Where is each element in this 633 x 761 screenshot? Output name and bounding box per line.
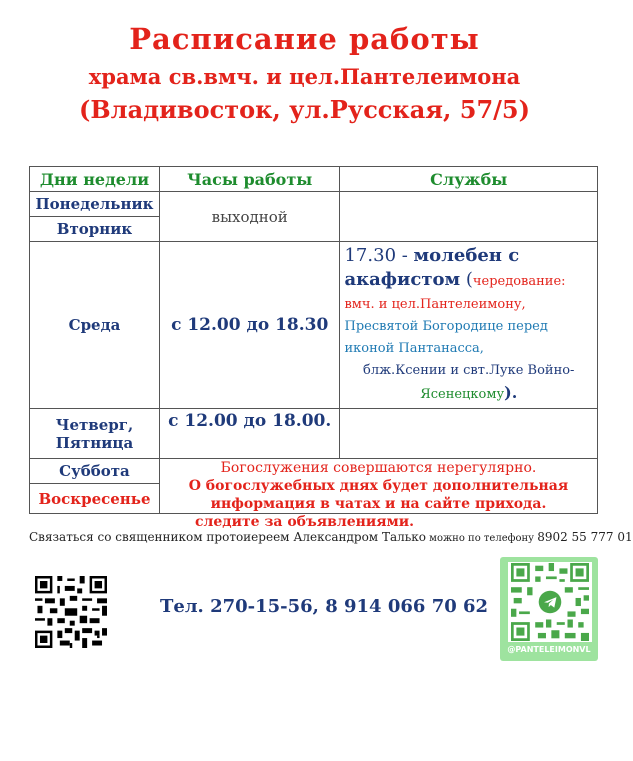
contact-small: можно по телефону (425, 533, 538, 544)
rotation-label: чередование: (472, 274, 566, 289)
qr-code-icon[interactable] (35, 576, 107, 648)
rotation-line-3: иконой Пантанасса, (344, 341, 484, 356)
telegram-handle[interactable]: @PANTELEIMONVL (507, 645, 591, 654)
paren-close: ). (504, 383, 518, 402)
header-services: Службы (340, 167, 598, 192)
page-address: (Владивосток, ул.Русская, 57/5) (79, 95, 530, 124)
service-name-1: молебен с (413, 245, 520, 266)
day-friday: Пятница (55, 433, 134, 452)
services-wednesday (340, 242, 598, 409)
table-row (30, 459, 598, 484)
service-name-2: акафистом (344, 269, 461, 290)
table-header-row (30, 167, 598, 192)
day-thursday: Четверг, (55, 415, 134, 434)
services-empty-2 (340, 409, 598, 459)
telegram-icon (539, 591, 562, 614)
hours-thu-fri: с 12.00 до 18.00. (159, 409, 340, 459)
table-row (30, 192, 598, 217)
phone-numbers: Тел. 270-15-56, 8 914 066 70 62 (160, 596, 489, 617)
rotation-line-5: Ясенецкому (420, 387, 505, 402)
rotation-line-2: Пресвятой Богородице перед (344, 319, 548, 334)
weekend-note (159, 459, 597, 514)
note-line-3: информация в чатах и на сайте прихода. (210, 496, 547, 512)
page-subtitle: храма св.вмч. и цел.Пантелеимона (88, 64, 521, 89)
day-sunday: Воскресенье (30, 484, 160, 514)
table-row (30, 242, 598, 409)
day-thu-fri (30, 409, 160, 459)
service-time: 17.30 - (344, 245, 414, 266)
contact-main: Связаться со священником протоиереем Александром Талько (29, 530, 426, 544)
priest-contact (29, 530, 633, 544)
follow-announcements: следите за объявлениями. (194, 514, 414, 530)
services-empty (340, 192, 598, 242)
hours-closed: выходной (159, 192, 340, 242)
telegram-qr-code-icon[interactable] (510, 563, 590, 641)
hours-wednesday: с 12.00 до 18.30 (159, 242, 340, 409)
table-row (30, 409, 598, 459)
day-monday: Понедельник (30, 192, 160, 217)
note-line-1: Богослужения совершаются нерегулярно. (220, 460, 537, 476)
day-wednesday: Среда (30, 242, 160, 409)
header-days: Дни недели (30, 167, 160, 192)
day-tuesday: Вторник (30, 217, 160, 242)
rotation-line-1: вмч. и цел.Пантелеимону, (344, 297, 526, 312)
rotation-line-4: блж.Ксении и свт.Луке Войно- (363, 363, 575, 378)
note-line-2: О богослужебных днях будет дополнительная (188, 478, 569, 494)
contact-number: 8902 55 777 01 (537, 530, 633, 544)
schedule-table (29, 166, 598, 514)
day-saturday: Суббота (30, 459, 160, 484)
page-title: Расписание работы (129, 22, 480, 56)
header-hours: Часы работы (159, 167, 340, 192)
paren-open: ( (460, 269, 473, 290)
